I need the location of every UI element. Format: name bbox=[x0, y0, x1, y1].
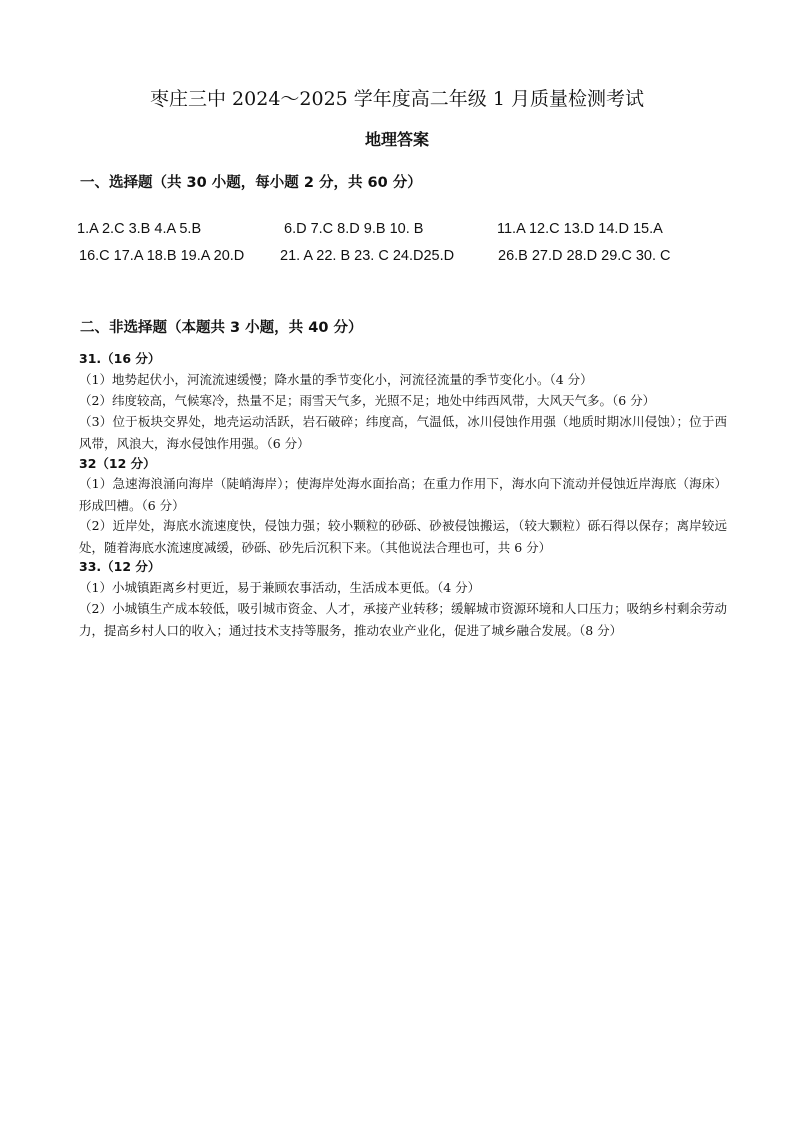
answer-paragraph: （3）位于板块交界处，地壳运动活跃，岩石破碎；纬度高，气温低，冰川侵蚀作用强（地质时期冰川侵蚀）；位于西风带，风浪大，海水侵蚀作用强。（6 分） bbox=[79, 414, 727, 451]
answer-paragraph: （1）小城镇距离乡村更近，易于兼顾农事活动，生活成本更低。（4 分） bbox=[79, 580, 481, 595]
question-heading: 32（12 分） bbox=[79, 456, 156, 471]
question-heading: 31.（16 分） bbox=[79, 351, 161, 366]
page-title: 枣庄三中 2024～2025 学年度高二年级 1 月质量检测考试 bbox=[150, 88, 644, 110]
answer-row bbox=[0, 218, 794, 240]
answer-group: 11.A 12.C 13.D 14.D 15.A bbox=[497, 221, 663, 237]
answer-paragraph: （2）纬度较高，气候寒冷，热量不足；雨雪天气多，光照不足；地处中纬西风带，大风天气多。（6 分） bbox=[79, 393, 656, 408]
answer-row bbox=[0, 245, 794, 267]
answer-paragraph: （1）急速海浪涌向海岸（陡峭海岸）；使海岸处海水面抬高；在重力作用下，海水向下流动并侵蚀近岸海底（海床）形成凹槽。（6 分） bbox=[79, 476, 727, 513]
answer-paragraph: （1）地势起伏小，河流流速缓慢；降水量的季节变化小，河流径流量的季节变化小。（4 分） bbox=[79, 372, 593, 387]
answer-group: 6.D 7.C 8.D 9.B 10. B bbox=[284, 221, 424, 237]
answer-group: 26.B 27.D 28.D 29.C 30. C bbox=[498, 248, 671, 264]
answer-group: 16.C 17.A 18.B 19.A 20.D bbox=[79, 248, 245, 264]
answer-group: 1.A 2.C 3.B 4.A 5.B bbox=[77, 221, 202, 237]
answer-group: 21. A 22. B 23. C 24.D25.D bbox=[280, 248, 455, 264]
answer-paragraph: （2）近岸处，海底水流速度快，侵蚀力强；较小颗粒的砂砾、砂被侵蚀搬运，（较大颗粒）砾石得以保存；离岸较远处，随着海底水流速度减缓，砂砾、砂先后沉积下来。（其他说法合理也可，共 6 分） bbox=[79, 518, 727, 555]
section-heading-free-response: 二、非选择题（本题共 3 小题，共 40 分） bbox=[80, 320, 363, 336]
question-heading: 33.（12 分） bbox=[79, 559, 161, 574]
answer-paragraph: （2）小城镇生产成本较低，吸引城市资金、人才，承接产业转移；缓解城市资源环境和人口压力；吸纳乡村剩余劳动力，提高乡村人口的收入；通过技术支持等服务，推动农业产业化，促进了城乡融合发展。（8 分） bbox=[79, 601, 727, 638]
section-heading-multiple-choice: 一、选择题（共 30 小题，每小题 2 分，共 60 分） bbox=[80, 175, 422, 191]
page-subtitle: 地理答案 bbox=[364, 130, 429, 149]
